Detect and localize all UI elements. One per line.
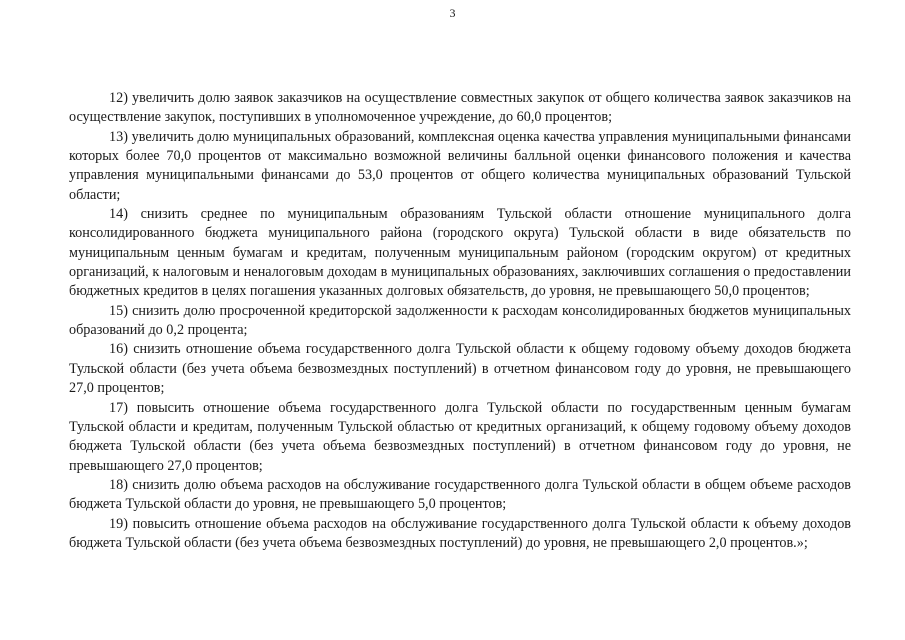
paragraph-item-17: 17) повысить отношение объема государственного долга Тульской области по государственным ценным бумагам Тульской области и кредитам, полученным Тульской областью от кредитных организаций, к общему годовому объему доходов бюджета Тульской области (без учета объема безвозмездных поступлений) в отчетном финансовом году до уровня, не превышающего 27,0 процентов; [69, 399, 851, 474]
paragraph-item-18: 18) снизить долю объема расходов на обслуживание государственного долга Тульской области в общем объеме расходов бюджета Тульской области до уровня, не превышающего 5,0 процентов; [69, 476, 851, 513]
paragraph-item-19: 19) повысить отношение объема расходов на обслуживание государственного долга Тульской области к объему доходов бюджета Тульской области (без учета объема безвозмездных поступлений) до уровня, не превышающего 2,0 процентов.»; [69, 515, 851, 551]
paragraph-item-14: 14) снизить среднее по муниципальным образованиям Тульской области отношение муниципального долга консолидированного бюджета муниципального района (городского округа) Тульской области в виде обязательств по муниципальным ценным бумагам и кредитам, полученным муниципальным районом (городским округом) от кредитных организаций, к налоговым и неналоговым доходам в муниципальных образованиях, заключивших соглашения о предоставлении бюджетных кредитов в целях погашения указанных долговых обязательств, до уровня, не превышающего 50,0 процентов; [69, 206, 851, 300]
paragraph-item-16: 16) снизить отношение объема государственного долга Тульской области к общему годовому объему доходов бюджета Тульской области (без учета объема безвозмездных поступлений) в отчетном финансовом году до уровня, не превышающего 27,0 процентов; [69, 341, 851, 397]
document-body [69, 89, 851, 553]
paragraph-item-12: 12) увеличить долю заявок заказчиков на осуществление совместных закупок от общего количества заявок заказчиков на осуществление закупок, поступивших в уполномоченное учреждение, до 60,0 процентов; [69, 90, 851, 126]
page-number: 3 [449, 6, 456, 20]
paragraph-item-15: 15) снизить долю просроченной кредиторской задолженности к расходам консолидированных бюджетов муниципальных образований до 0,2 процента; [69, 302, 851, 339]
paragraph-item-13: 13) увеличить долю муниципальных образований, комплексная оценка качества управления муниципальными финансами которых более 70,0 процентов от максимально возможной величины балльной оценки финансового положения и качества управления муниципальными финансами до 53,0 процентов от общего количества муниципальных образований Тульской области; [69, 128, 851, 203]
